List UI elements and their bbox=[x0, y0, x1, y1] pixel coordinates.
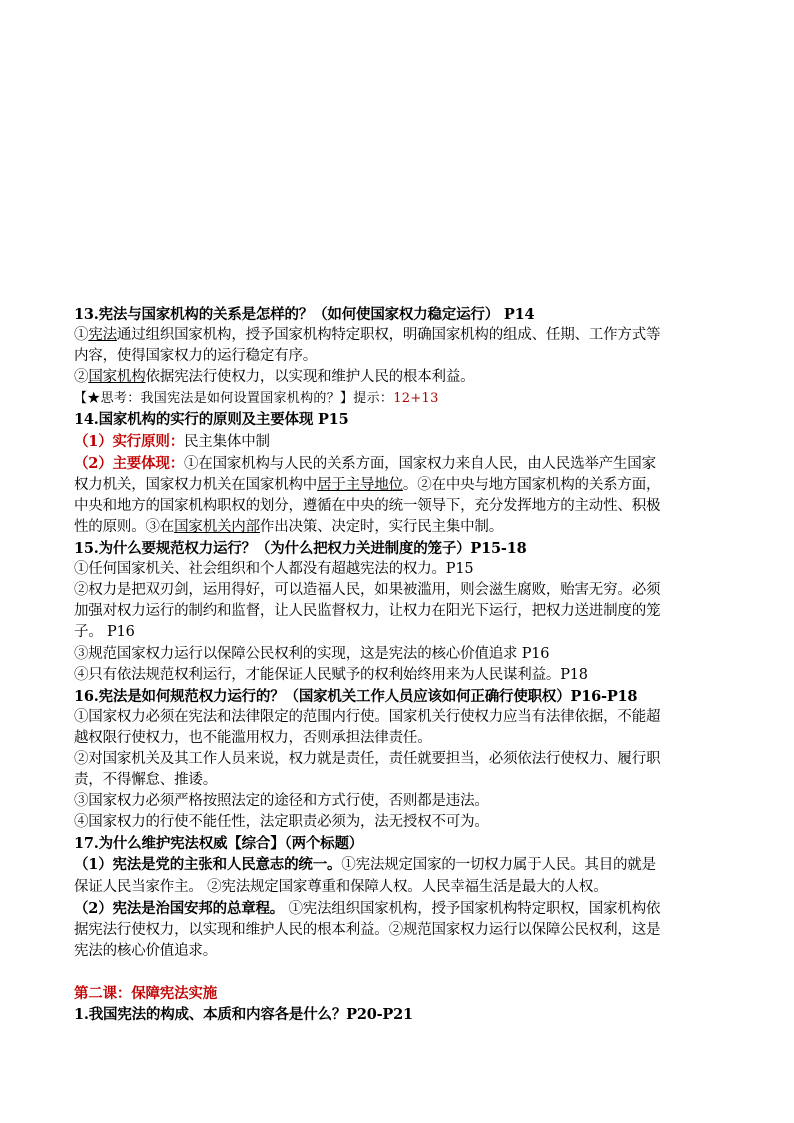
q17-s2-l2: 据宪法行使权力，以实现和维护人民的根本利益。②规范国家权力运行以保障公民权利，这是 bbox=[74, 921, 661, 938]
q15-l4: 子。 P16 bbox=[74, 624, 135, 641]
q16-l3: ②对国家机关及其工作人员来说，权力就是责任，责任就要担当，必须依法行使权力、履行职 bbox=[74, 750, 661, 767]
q16-l4: 责，不得懈怠、推诿。 bbox=[74, 772, 217, 789]
question-15-title: 15.为什么要规范权力运行？（为什么把权力关进制度的笼子）P15-18 bbox=[74, 540, 527, 558]
q16-l2: 越权限行使权力，也不能滥用权力，否则承担法律责任。 bbox=[74, 729, 432, 746]
q16-l6: ④国家权力的行使不能任性，法定职责必须为，法无授权不可为。 bbox=[74, 814, 489, 831]
q17-s2-l3: 宪法的核心价值追求。 bbox=[74, 942, 217, 959]
q15-l2: ②权力是把双刃剑，运用得好，可以造福人民，如果被滥用，则会滋生腐败，贻害无穷。必须 bbox=[74, 582, 661, 599]
question-13-title: 13.宪法与国家机构的关系是怎样的？（如何使国家权力稳定运行） P14 bbox=[74, 306, 535, 323]
q14-principle: （1）实行原则：民主集体中制 bbox=[74, 432, 270, 450]
q16-l5: ③国家权力必须严格按照法定的途径和方式行使，否则都是违法。 bbox=[74, 793, 489, 810]
q14-embodiment-l3: 中央和地方的国家机构职权的划分，遵循在中央的统一领导下，充分发挥地方的主动性、积极 bbox=[74, 497, 661, 514]
q14-embodiment: （2）主要体现：①在国家机构与人民的关系方面，国家权力来自人民，由人民选举产生国家 bbox=[74, 454, 656, 472]
q17-s1: （1）宪法是党的主张和人民意志的统一。①宪法规定国家的一切权力属于人民。其目的就是 bbox=[74, 856, 656, 874]
q13-think-note: 【★思考：我国宪法是如何设置国家机构的？】提示：12+13 bbox=[74, 391, 439, 407]
q14-embodiment-l2: 权力机关，国家权力机关在国家机构中居于主导地位。②在中央与地方国家机构的关系方面， bbox=[74, 476, 661, 493]
document-page bbox=[74, 304, 724, 1025]
spacer bbox=[74, 962, 724, 983]
q14-embodiment-l4: 性的原则。③在国家机关内部作出决策、决定时，实行民主集中制。 bbox=[74, 518, 504, 535]
q13-point-1-cont: 内容，使得国家权力的运行稳定有序。 bbox=[74, 348, 318, 365]
q15-l3: 加强对权力运行的制约和监督，让人民监督权力，让权力在阳光下运行，把权力送进制度的笼 bbox=[74, 603, 661, 620]
q13-point-2: ②国家机构依据宪法行使权力，以实现和维护人民的根本利益。 bbox=[74, 369, 475, 386]
q15-l1: ①任何国家机关、社会组织和个人都没有超越宪法的权力。P15 bbox=[74, 561, 474, 578]
q15-l5: ③规范国家权力运行以保障公民权利的实现，这是宪法的核心价值追求 P16 bbox=[74, 645, 550, 662]
lesson-2-question-1: 1.我国宪法的构成、本质和内容各是什么？P20-P21 bbox=[74, 1006, 413, 1023]
q17-s1-l2: 保证人民当家作主。 ②宪法规定国家尊重和保障人权。人民幸福生活是最大的人权。 bbox=[74, 878, 608, 895]
question-17-title: 17.为什么维护宪法权威【综合】（两个标题） bbox=[74, 835, 364, 853]
question-16-title: 16.宪法是如何规范权力运行的？（国家机关工作人员应该如何正确行使职权）P16-P18 bbox=[74, 687, 638, 705]
q16-l1: ①国家权力必须在宪法和法律限定的范围内行使。国家机关行使权力应当有法律依据，不能超 bbox=[74, 708, 661, 725]
question-14-title: 14.国家机构的实行的原则及主要体现 P15 bbox=[74, 411, 349, 429]
q15-l6: ④只有依法规范权利运行，才能保证人民赋予的权利始终用来为人民谋利益。P18 bbox=[74, 666, 588, 683]
lesson-2-title: 第二课：保障宪法实施 bbox=[74, 984, 217, 1002]
q13-point-1: ①宪法通过组织国家机构，授予国家机构特定职权，明确国家机构的组成、任期、工作方式等 bbox=[74, 327, 661, 344]
q17-s2: （2）宪法是治国安邦的总章程。 ①宪法组织国家机构，授予国家机构特定职权，国家机构依 bbox=[74, 899, 661, 917]
